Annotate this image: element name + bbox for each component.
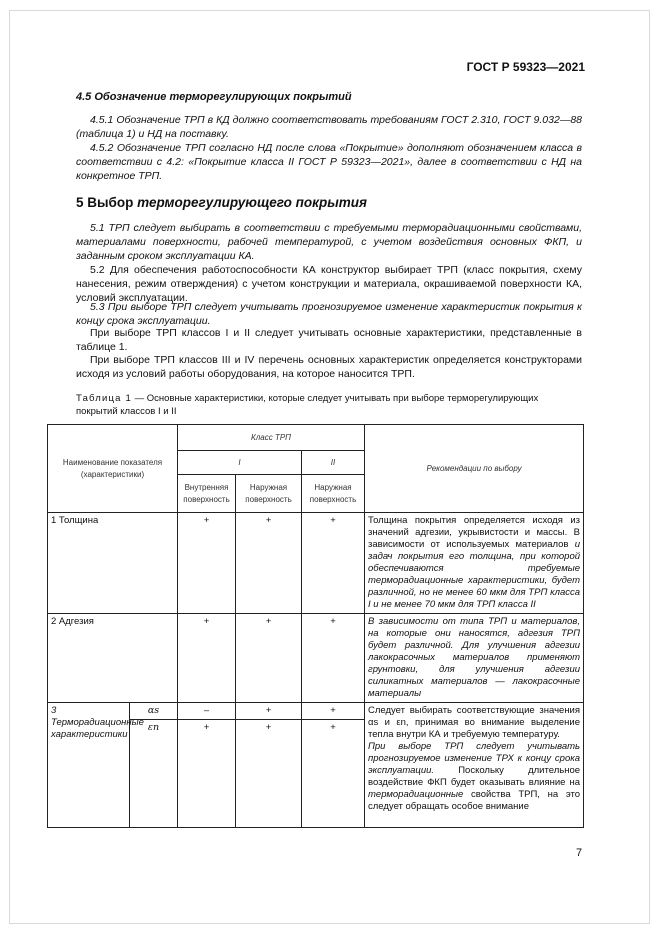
- row-1-inner: +: [178, 513, 236, 614]
- header-outer-surface-I: Наружная поверхность: [236, 475, 302, 513]
- row-3-rec-d: терморадиационные: [368, 789, 464, 800]
- paragraph-classes-3-4: При выборе ТРП классов III и IV перечень основных характеристик определяется конструкторами исходя из условий работы оборудования, на которое наносится ТРП.: [76, 354, 582, 380]
- row-3-param: 3 Терморадиационные характеристики: [48, 703, 130, 828]
- row-2-recommendation: В зависимости от типа ТРП и материалов, на которые они наносятся, адгезия ТРП будет различной. Для улучшения адгезии лакокрасочных материалов применяют грунтовки, для улучшения адгезии силикатных материалов — лакокрасочные материалы: [365, 614, 584, 703]
- header-class-II: II: [302, 451, 365, 475]
- row-3-rec-c: Поскольку длительное воздействие ФКП будет оказывать влияние на: [368, 765, 581, 788]
- row-1-recommendation: [365, 513, 584, 614]
- row-1-param: 1 Толщина: [48, 513, 178, 614]
- page-number: 7: [576, 847, 583, 859]
- section-5-title-plain: 5 Выбор: [76, 195, 138, 210]
- paragraph-classes-1-2: При выборе ТРП классов I и II следует учитывать основные характеристики, представленные в таблице 1.: [76, 327, 582, 353]
- table-1-caption-text: — Основные характеристики, которые следует учитывать при выборе терморегулирующих покрытий классов I и II: [76, 393, 539, 417]
- row-2-outer-I: +: [236, 614, 302, 703]
- section-5-title-italic: терморегулирующего покрытия: [137, 195, 367, 210]
- header-class-I: I: [178, 451, 302, 475]
- row-3-recommendation: [365, 703, 584, 828]
- table-row: [48, 513, 584, 614]
- row-1-outer-I: +: [236, 513, 302, 614]
- standard-code: ГОСТ Р 59323—2021: [466, 60, 585, 74]
- row-1-outer-II: +: [302, 513, 365, 614]
- header-outer-surface-II: Наружная поверхность: [302, 475, 365, 513]
- row-3-rec-a: Следует выбирать соответствующие значения αs и εn, принимая во внимание выделение тепла внутри КА и требуемую температуру.: [368, 705, 581, 740]
- table-1-caption-label: Таблица 1: [76, 393, 132, 404]
- header-inner-surface: Внутренняя поверхность: [178, 475, 236, 513]
- paragraph-4-5-2: 4.5.2 Обозначение ТРП согласно НД после слова «Покрытие» дополняют обозначением класса в соответствии с 4.2: «Покрытие класса II ГОСТ Р 59323—2021», далее в соответствии с НД на конкретное ТРП.: [76, 142, 582, 182]
- row-2-param: 2 Адгезия: [48, 614, 178, 703]
- paragraph-4-5-1: 4.5.1 Обозначение ТРП в КД должно соответствовать требованиям ГОСТ 2.310, ГОСТ 9.032—88 (таблица 1) и НД на поставку.: [76, 114, 582, 140]
- table-row: [48, 614, 584, 703]
- header-class-trp: Класс ТРП: [178, 425, 365, 451]
- table-row: [48, 703, 584, 720]
- paragraph-5-3: 5.3 При выборе ТРП следует учитывать прогнозируемое изменение характеристик покрытия к концу срока эксплуатации.: [76, 301, 582, 327]
- row-2-inner: +: [178, 614, 236, 703]
- row-3a-outer-II: +: [302, 703, 365, 720]
- subsection-4-5-title: 4.5 Обозначение терморегулирующих покрытий: [76, 91, 352, 103]
- table-1: [47, 424, 584, 828]
- row-1-rec-a: Толщина покрытия определяется исходя из значений адгезии, укрывистости и массы. В зависимости от используемых материалов: [368, 515, 581, 550]
- row-3-rec-e: свойства ТРП, на это следует обращать особое внимание: [368, 789, 581, 812]
- section-5-title: [76, 195, 367, 210]
- table-1-caption: [76, 393, 582, 418]
- header-param: Наименование показателя (характеристики): [48, 425, 178, 513]
- paragraph-5-1: 5.1 ТРП следует выбирать в соответствии с требуемыми терморадиационными свойствами, материалами поверхности, рабочей температурой, с учетом воздействия основных ФКП, и заданным сроком эксплуатации КА.: [76, 222, 582, 262]
- header-recommendations: Рекомендации по выбору: [365, 425, 584, 513]
- row-3-rec-b: При выборе ТРП следует учитывать прогнозируемое изменение ТРХ к концу срока эксплуатации.: [368, 741, 581, 776]
- row-3b-outer-I: +: [236, 720, 302, 828]
- row-1-rec-b: и задач покрытия его толщина, при которой обеспечиваются требуемые терморадиационные характеристики, будет различной, но не менее 60 мкм для ТРП класса I и не менее 70 мкм для ТРП класса II: [368, 539, 581, 610]
- row-3b-inner: +: [178, 720, 236, 828]
- paragraph-5-2: 5.2 Для обеспечения работоспособности КА конструктор выбирает ТРП (класс покрытия, схему нанесения, режим отверждения) с учетом конструкции и материала, окрашиваемой поверхности КА, условий эксплуатации.: [76, 264, 582, 304]
- row-2-outer-II: +: [302, 614, 365, 703]
- row-3-symbol-alpha: αs: [130, 703, 178, 720]
- row-3a-inner: –: [178, 703, 236, 720]
- row-3a-outer-I: +: [236, 703, 302, 720]
- row-3-symbol-epsilon: εn: [130, 720, 178, 828]
- row-3b-outer-II: +: [302, 720, 365, 828]
